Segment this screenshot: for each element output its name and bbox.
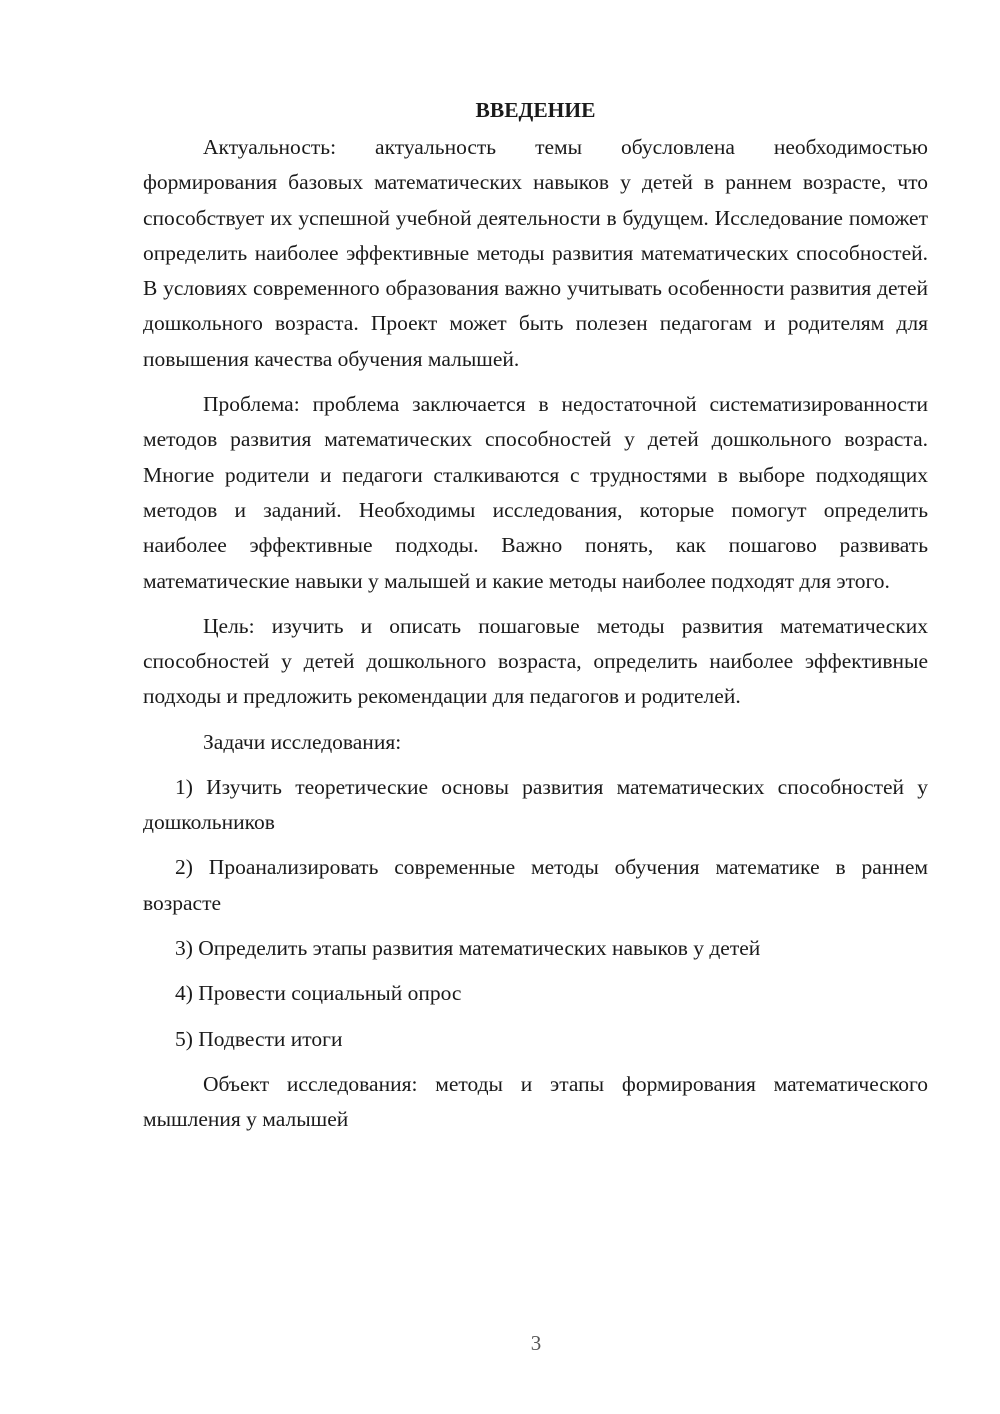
task-item-5: 5) Подвести итоги bbox=[175, 1026, 343, 1051]
task-item-4: 4) Провести социальный опрос bbox=[175, 981, 462, 1006]
task-item-1: 1) Изучить теоретические основы развития математических способностей у дошкольников bbox=[143, 774, 928, 835]
paragraph-relevance: Актуальность: актуальность темы обусловлена необходимостью формирования базовых математических навыков у детей в раннем возрасте, что способствует их успешной учебной деятельности в будущем. Исследование поможет определить наиболее эффективные методы развития математических способностей. В условиях современного образования важно учитывать особенности развития детей дошкольного возраста. Проект может быть полезен педагогам и родителям для повышения качества обучения малышей. bbox=[143, 135, 928, 371]
paragraph-goal: Цель: изучить и описать пошаговые методы развития математических способностей у детей дошкольного возраста, определить наиболее эффективные подходы и предложить рекомендации для педагогов и родителей. bbox=[143, 613, 928, 709]
task-item-2: 2) Проанализировать современные методы обучения математике в раннем возрасте bbox=[143, 855, 928, 915]
page-content bbox=[143, 94, 928, 1137]
section-title: ВВЕДЕНИЕ bbox=[475, 98, 596, 122]
page-number: 3 bbox=[530, 1331, 542, 1355]
paragraph-object: Объект исследования: методы и этапы формирования математического мышления у малышей bbox=[143, 1071, 928, 1132]
task-item-3: 3) Определить этапы развития математических навыков у детей bbox=[175, 935, 761, 960]
tasks-heading: Задачи исследования: bbox=[203, 729, 402, 754]
paragraph-problem: Проблема: проблема заключается в недостаточной систематизированности методов развития математических способностей у детей дошкольного возраста. Многие родители и педагоги сталкиваются с трудностями в выборе подходящих методов и заданий. Необходимы исследования, которые помогут определить наиболее эффективные подходы. Важно понять, как пошагово развивать математические навыки у малышей и какие методы наиболее подходят для этого. bbox=[143, 392, 928, 593]
